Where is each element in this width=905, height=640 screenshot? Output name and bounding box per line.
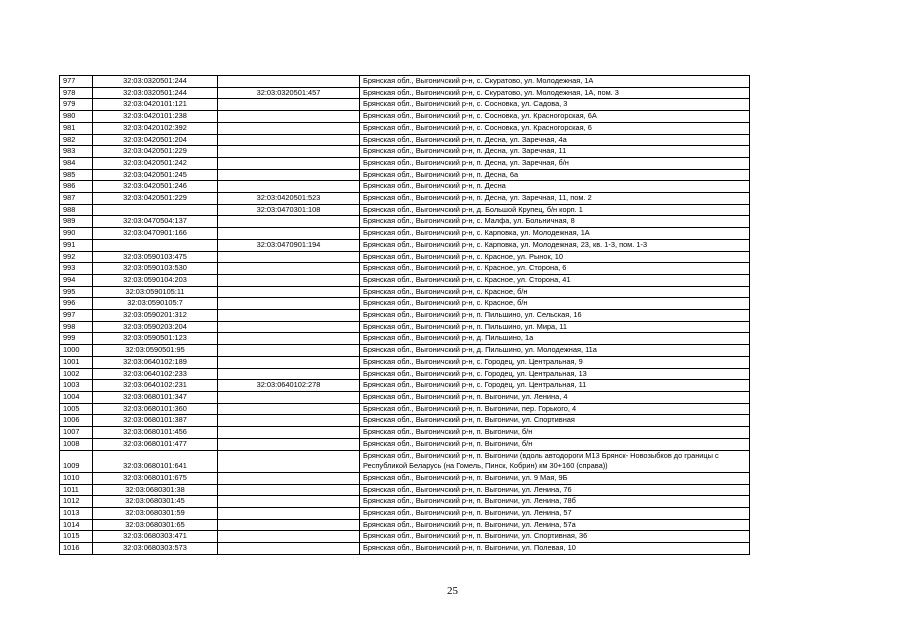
row-number-cell: 979 xyxy=(60,99,93,111)
cadastral-number-cell: 32:03:0640102:233 xyxy=(93,368,218,380)
table-row xyxy=(60,122,750,134)
table-row xyxy=(60,345,750,357)
address-cell: Брянская обл., Выгоничский р-н, с. Красное, ул. Сторона, 41 xyxy=(360,274,750,286)
premises-cadastral-number-cell: 32:03:0420501:523 xyxy=(218,193,360,205)
table-row xyxy=(60,391,750,403)
row-number-cell: 1016 xyxy=(60,543,93,555)
premises-cadastral-number-cell xyxy=(218,484,360,496)
premises-cadastral-number-cell xyxy=(218,496,360,508)
row-number-cell: 985 xyxy=(60,169,93,181)
cadastral-number-cell: 32:03:0680101:456 xyxy=(93,427,218,439)
table-row xyxy=(60,415,750,427)
premises-cadastral-number-cell xyxy=(218,321,360,333)
address-cell: Брянская обл., Выгоничский р-н, п. Выгоничи, пер. Горького, 4 xyxy=(360,403,750,415)
table-row xyxy=(60,228,750,240)
cadastral-number-cell xyxy=(93,204,218,216)
table-row xyxy=(60,321,750,333)
address-cell: Брянская обл., Выгоничский р-н, п. Выгоничи (вдоль автодороги М13 Брянск- Новозыбков до границы с Республикой Беларусь (на Гомель, Пинск, Кобрин) км 30+160 (справа)) xyxy=(360,450,750,472)
table-row xyxy=(60,286,750,298)
table-row xyxy=(60,111,750,123)
address-cell: Брянская обл., Выгоничский р-н, с. Сосновка, ул. Садова, 3 xyxy=(360,99,750,111)
table-row xyxy=(60,146,750,158)
cadastral-number-cell: 32:03:0420501:246 xyxy=(93,181,218,193)
table-row xyxy=(60,239,750,251)
address-cell: Брянская обл., Выгоничский р-н, д. Пильшино, ул. Молодежная, 11а xyxy=(360,345,750,357)
premises-cadastral-number-cell xyxy=(218,76,360,88)
cadastral-number-cell: 32:03:0590105:11 xyxy=(93,286,218,298)
row-number-cell: 992 xyxy=(60,251,93,263)
table-row xyxy=(60,274,750,286)
cadastral-number-cell: 32:03:0420101:238 xyxy=(93,111,218,123)
address-cell: Брянская обл., Выгоничский р-н, с. Красное, ул. Рынок, 10 xyxy=(360,251,750,263)
row-number-cell: 1010 xyxy=(60,472,93,484)
address-cell: Брянская обл., Выгоничский р-н, с. Красное, ул. Сторона, 6 xyxy=(360,263,750,275)
table-row xyxy=(60,134,750,146)
row-number-cell: 1006 xyxy=(60,415,93,427)
row-number-cell: 1000 xyxy=(60,345,93,357)
address-cell: Брянская обл., Выгоничский р-н, п. Пильшино, ул. Мира, 11 xyxy=(360,321,750,333)
premises-cadastral-number-cell xyxy=(218,450,360,472)
row-number-cell: 978 xyxy=(60,87,93,99)
cadastral-number-cell: 32:03:0590201:312 xyxy=(93,310,218,322)
row-number-cell: 1001 xyxy=(60,356,93,368)
cadastral-number-cell: 32:03:0420501:242 xyxy=(93,157,218,169)
table-row xyxy=(60,427,750,439)
premises-cadastral-number-cell xyxy=(218,472,360,484)
premises-cadastral-number-cell xyxy=(218,228,360,240)
row-number-cell: 990 xyxy=(60,228,93,240)
cadastral-number-cell: 32:03:0590203:204 xyxy=(93,321,218,333)
premises-cadastral-number-cell xyxy=(218,157,360,169)
cadastral-number-cell: 32:03:0680101:675 xyxy=(93,472,218,484)
row-number-cell: 1008 xyxy=(60,438,93,450)
address-cell: Брянская обл., Выгоничский р-н, п. Выгоничи, б/н xyxy=(360,427,750,439)
address-cell: Брянская обл., Выгоничский р-н, п. Десна xyxy=(360,181,750,193)
table-row xyxy=(60,356,750,368)
address-cell: Брянская обл., Выгоничский р-н, с. Красное, б/н xyxy=(360,298,750,310)
premises-cadastral-number-cell xyxy=(218,543,360,555)
cadastral-number-cell: 32:03:0680101:360 xyxy=(93,403,218,415)
table-row xyxy=(60,157,750,169)
premises-cadastral-number-cell: 32:03:0470901:194 xyxy=(218,239,360,251)
cadastral-number-cell: 32:03:0420102:392 xyxy=(93,122,218,134)
row-number-cell: 983 xyxy=(60,146,93,158)
address-cell: Брянская обл., Выгоничский р-н, п. Выгоничи, ул. Ленина, 76 xyxy=(360,484,750,496)
premises-cadastral-number-cell xyxy=(218,391,360,403)
premises-cadastral-number-cell xyxy=(218,310,360,322)
address-cell: Брянская обл., Выгоничский р-н, с. Городец, ул. Центральная, 9 xyxy=(360,356,750,368)
premises-cadastral-number-cell xyxy=(218,345,360,357)
cadastral-number-cell: 32:03:0590104:203 xyxy=(93,274,218,286)
cadastral-number-cell: 32:03:0320501:244 xyxy=(93,76,218,88)
page-number: 25 xyxy=(447,585,458,597)
address-cell: Брянская обл., Выгоничский р-н, с. Скуратово, ул. Молодежная, 1А xyxy=(360,76,750,88)
table-row xyxy=(60,251,750,263)
cadastral-number-cell: 32:03:0470901:166 xyxy=(93,228,218,240)
row-number-cell: 994 xyxy=(60,274,93,286)
row-number-cell: 1012 xyxy=(60,496,93,508)
address-cell: Брянская обл., Выгоничский р-н, п. Десна, ул. Заречная, б/н xyxy=(360,157,750,169)
premises-cadastral-number-cell xyxy=(218,263,360,275)
row-number-cell: 989 xyxy=(60,216,93,228)
cadastral-number-cell: 32:03:0680301:38 xyxy=(93,484,218,496)
table-row xyxy=(60,216,750,228)
table-row xyxy=(60,472,750,484)
table-row xyxy=(60,508,750,520)
premises-cadastral-number-cell xyxy=(218,519,360,531)
row-number-cell: 982 xyxy=(60,134,93,146)
premises-cadastral-number-cell xyxy=(218,251,360,263)
table-row xyxy=(60,496,750,508)
table-row xyxy=(60,438,750,450)
cadastral-number-cell: 32:03:0640102:231 xyxy=(93,380,218,392)
address-cell: Брянская обл., Выгоничский р-н, п. Выгоничи, ул. Ленина, 57 xyxy=(360,508,750,520)
row-number-cell: 1003 xyxy=(60,380,93,392)
address-cell: Брянская обл., Выгоничский р-н, с. Сосновка, ул. Красногорская, 6 xyxy=(360,122,750,134)
premises-cadastral-number-cell xyxy=(218,403,360,415)
cadastral-number-cell: 32:03:0590105:7 xyxy=(93,298,218,310)
address-cell: Брянская обл., Выгоничский р-н, с. Скуратово, ул. Молодежная, 1А, пом. 3 xyxy=(360,87,750,99)
address-cell: Брянская обл., Выгоничский р-н, с. Карповка, ул. Молодежная, 1А xyxy=(360,228,750,240)
cadastral-number-cell: 32:03:0680101:347 xyxy=(93,391,218,403)
premises-cadastral-number-cell xyxy=(218,508,360,520)
address-cell: Брянская обл., Выгоничский р-н, п. Выгоничи, б/н xyxy=(360,438,750,450)
premises-cadastral-number-cell xyxy=(218,146,360,158)
premises-cadastral-number-cell xyxy=(218,169,360,181)
address-cell: Брянская обл., Выгоничский р-н, п. Выгоничи, ул. Спортивная, 36 xyxy=(360,531,750,543)
table-row xyxy=(60,263,750,275)
address-cell: Брянская обл., Выгоничский р-н, п. Выгоничи, ул. Ленина, 57а xyxy=(360,519,750,531)
premises-cadastral-number-cell: 32:03:0320501:457 xyxy=(218,87,360,99)
table-row xyxy=(60,333,750,345)
row-number-cell: 984 xyxy=(60,157,93,169)
premises-cadastral-number-cell xyxy=(218,333,360,345)
table-row xyxy=(60,87,750,99)
premises-cadastral-number-cell xyxy=(218,356,360,368)
premises-cadastral-number-cell xyxy=(218,99,360,111)
cadastral-number-cell: 32:03:0420101:121 xyxy=(93,99,218,111)
table-row xyxy=(60,450,750,472)
row-number-cell: 1004 xyxy=(60,391,93,403)
row-number-cell: 1007 xyxy=(60,427,93,439)
premises-cadastral-number-cell xyxy=(218,274,360,286)
address-cell: Брянская обл., Выгоничский р-н, д. Большой Крупец, б/н корп. 1 xyxy=(360,204,750,216)
table-row xyxy=(60,310,750,322)
cadastral-number-cell: 32:03:0680301:59 xyxy=(93,508,218,520)
address-cell: Брянская обл., Выгоничский р-н, п. Выгоничи, ул. Ленина, 78б xyxy=(360,496,750,508)
row-number-cell: 987 xyxy=(60,193,93,205)
cadastral-number-cell: 32:03:0640102:189 xyxy=(93,356,218,368)
premises-cadastral-number-cell xyxy=(218,438,360,450)
property-table xyxy=(59,75,750,555)
table-row xyxy=(60,403,750,415)
address-cell: Брянская обл., Выгоничский р-н, с. Красное, б/н xyxy=(360,286,750,298)
row-number-cell: 1009 xyxy=(60,450,93,472)
cadastral-number-cell: 32:03:0420501:229 xyxy=(93,146,218,158)
row-number-cell: 981 xyxy=(60,122,93,134)
table-row xyxy=(60,368,750,380)
cadastral-number-cell: 32:03:0680101:477 xyxy=(93,438,218,450)
table-row xyxy=(60,543,750,555)
premises-cadastral-number-cell xyxy=(218,111,360,123)
row-number-cell: 999 xyxy=(60,333,93,345)
premises-cadastral-number-cell xyxy=(218,415,360,427)
address-cell: Брянская обл., Выгоничский р-н, п. Выгоничи, ул. Ленина, 4 xyxy=(360,391,750,403)
row-number-cell: 977 xyxy=(60,76,93,88)
cadastral-number-cell xyxy=(93,239,218,251)
address-cell: Брянская обл., Выгоничский р-н, п. Десна, ул. Заречная, 4а xyxy=(360,134,750,146)
cadastral-number-cell: 32:03:0320501:244 xyxy=(93,87,218,99)
cadastral-number-cell: 32:03:0420501:245 xyxy=(93,169,218,181)
table-row xyxy=(60,380,750,392)
table-row xyxy=(60,181,750,193)
cadastral-number-cell: 32:03:0680301:45 xyxy=(93,496,218,508)
cadastral-number-cell: 32:03:0680303:573 xyxy=(93,543,218,555)
row-number-cell: 996 xyxy=(60,298,93,310)
row-number-cell: 997 xyxy=(60,310,93,322)
address-cell: Брянская обл., Выгоничский р-н, с. Малфа, ул. Больничная, 8 xyxy=(360,216,750,228)
row-number-cell: 1005 xyxy=(60,403,93,415)
cadastral-number-cell: 32:03:0680101:641 xyxy=(93,450,218,472)
address-cell: Брянская обл., Выгоничский р-н, п. Выгоничи, ул. Спортивная xyxy=(360,415,750,427)
address-cell: Брянская обл., Выгоничский р-н, с. Карповка, ул. Молодежная, 23, кв. 1-3, пом. 1-3 xyxy=(360,239,750,251)
cadastral-number-cell: 32:03:0680301:65 xyxy=(93,519,218,531)
cadastral-number-cell: 32:03:0590103:475 xyxy=(93,251,218,263)
table-row xyxy=(60,484,750,496)
premises-cadastral-number-cell: 32:03:0470301:108 xyxy=(218,204,360,216)
table-body xyxy=(60,76,750,555)
row-number-cell: 1002 xyxy=(60,368,93,380)
row-number-cell: 998 xyxy=(60,321,93,333)
table-row xyxy=(60,99,750,111)
premises-cadastral-number-cell xyxy=(218,286,360,298)
address-cell: Брянская обл., Выгоничский р-н, с. Городец, ул. Центральная, 13 xyxy=(360,368,750,380)
cadastral-number-cell: 32:03:0420501:204 xyxy=(93,134,218,146)
address-cell: Брянская обл., Выгоничский р-н, с. Сосновка, ул. Красногорская, 6А xyxy=(360,111,750,123)
table-row xyxy=(60,519,750,531)
premises-cadastral-number-cell xyxy=(218,368,360,380)
row-number-cell: 1011 xyxy=(60,484,93,496)
table-row xyxy=(60,531,750,543)
address-cell: Брянская обл., Выгоничский р-н, п. Десна, ул. Заречная, 11 xyxy=(360,146,750,158)
address-cell: Брянская обл., Выгоничский р-н, п. Выгоничи, ул. Полевая, 10 xyxy=(360,543,750,555)
row-number-cell: 986 xyxy=(60,181,93,193)
table-row xyxy=(60,204,750,216)
cadastral-number-cell: 32:03:0590103:530 xyxy=(93,263,218,275)
address-cell: Брянская обл., Выгоничский р-н, п. Выгоничи, ул. 9 Мая, 9Б xyxy=(360,472,750,484)
premises-cadastral-number-cell xyxy=(218,531,360,543)
address-cell: Брянская обл., Выгоничский р-н, п. Десна, 6а xyxy=(360,169,750,181)
table-row xyxy=(60,298,750,310)
premises-cadastral-number-cell xyxy=(218,122,360,134)
premises-cadastral-number-cell xyxy=(218,134,360,146)
premises-cadastral-number-cell xyxy=(218,216,360,228)
row-number-cell: 1014 xyxy=(60,519,93,531)
premises-cadastral-number-cell xyxy=(218,427,360,439)
address-cell: Брянская обл., Выгоничский р-н, с. Городец, ул. Центральная, 11 xyxy=(360,380,750,392)
premises-cadastral-number-cell xyxy=(218,181,360,193)
row-number-cell: 995 xyxy=(60,286,93,298)
table-row xyxy=(60,76,750,88)
row-number-cell: 993 xyxy=(60,263,93,275)
row-number-cell: 1013 xyxy=(60,508,93,520)
row-number-cell: 988 xyxy=(60,204,93,216)
row-number-cell: 980 xyxy=(60,111,93,123)
address-cell: Брянская обл., Выгоничский р-н, п. Десна, ул. Заречная, 11, пом. 2 xyxy=(360,193,750,205)
cadastral-number-cell: 32:03:0470504:137 xyxy=(93,216,218,228)
cadastral-number-cell: 32:03:0590501:95 xyxy=(93,345,218,357)
row-number-cell: 991 xyxy=(60,239,93,251)
cadastral-number-cell: 32:03:0590501:123 xyxy=(93,333,218,345)
table-row xyxy=(60,169,750,181)
table-row xyxy=(60,193,750,205)
row-number-cell: 1015 xyxy=(60,531,93,543)
cadastral-number-cell: 32:03:0680303:471 xyxy=(93,531,218,543)
cadastral-number-cell: 32:03:0420501:229 xyxy=(93,193,218,205)
address-cell: Брянская обл., Выгоничский р-н, д. Пильшино, 1а xyxy=(360,333,750,345)
cadastral-number-cell: 32:03:0680101:387 xyxy=(93,415,218,427)
address-cell: Брянская обл., Выгоничский р-н, п. Пильшино, ул. Сельская, 16 xyxy=(360,310,750,322)
premises-cadastral-number-cell xyxy=(218,298,360,310)
premises-cadastral-number-cell: 32:03:0640102:278 xyxy=(218,380,360,392)
